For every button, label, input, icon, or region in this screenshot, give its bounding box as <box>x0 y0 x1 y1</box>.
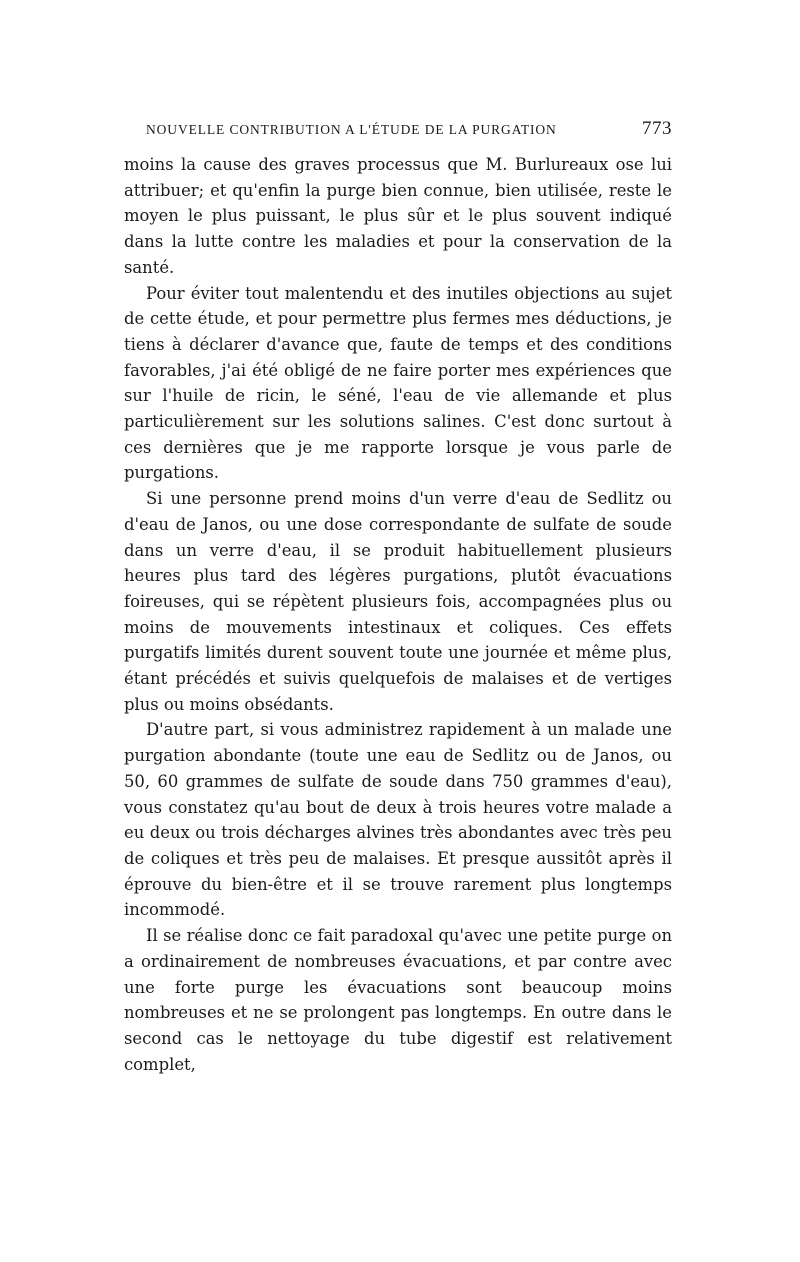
paragraph: D'autre part, si vous administrez rapidement à un malade une purgation abondante (toute une eau de Sedlitz ou de Janos, ou 50, 60 grammes de sulfate de soude dans 750 grammes d'eau), vous constatez qu'au bout de deux à trois heures votre malade a eu deux ou trois décharges alvines très abondantes avec très peu de coliques et très peu de malaises. Et presque aussitôt après il éprouve du bien-être et il se trouve rarement plus longtemps incommodé. <box>124 720 672 920</box>
book-page <box>124 118 672 1077</box>
running-title: NOUVELLE CONTRIBUTION A L'ÉTUDE DE LA PURGATION <box>146 122 557 137</box>
page-number: 773 <box>642 118 672 139</box>
paragraph-continued: moins la cause des graves processus que M. Burlureaux ose lui attribuer; et qu'enfin la purge bien connue, bien utilisée, reste le moyen le plus puissant, le plus sûr et le plus souvent indiqué dans la lutte contre les maladies et pour la conservation de la santé. <box>124 155 672 277</box>
running-head <box>124 118 672 148</box>
paragraph: Si une personne prend moins d'un verre d'eau de Sedlitz ou d'eau de Janos, ou une dose correspondante de sulfate de soude dans un verre d'eau, il se produit habituellement plusieurs heures plus tard des légères purgations, plutôt évacuations foireuses, qui se répètent plusieurs fois, accompagnées plus ou moins de mouvements intestinaux et coliques. Ces effets purgatifs limités durent souvent toute une journée et même plus, étant précédés et suivis quelquefois de malaises et de vertiges plus ou moins obsédants. <box>124 489 672 714</box>
paragraph: Il se réalise donc ce fait paradoxal qu'avec une petite purge on a ordinairement de nombreuses évacuations, et par contre avec une forte purge les évacuations sont beaucoup moins nombreuses et ne se prolongent pas longtemps. En outre dans le second cas le nettoyage du tube digestif est relativement complet, <box>124 926 672 1074</box>
paragraph: Pour éviter tout malentendu et des inutiles objections au sujet de cette étude, et pour permettre plus fermes mes déductions, je tiens à déclarer d'avance que, faute de temps et des conditions favorables, j'ai été obligé de ne faire porter mes expériences que sur l'huile de ricin, le séné, l'eau de vie allemande et plus particulièrement sur les solutions salines. C'est donc surtout à ces dernières que je me rapporte lorsque je vous parle de purgations. <box>124 283 672 483</box>
body-text <box>124 152 672 1077</box>
